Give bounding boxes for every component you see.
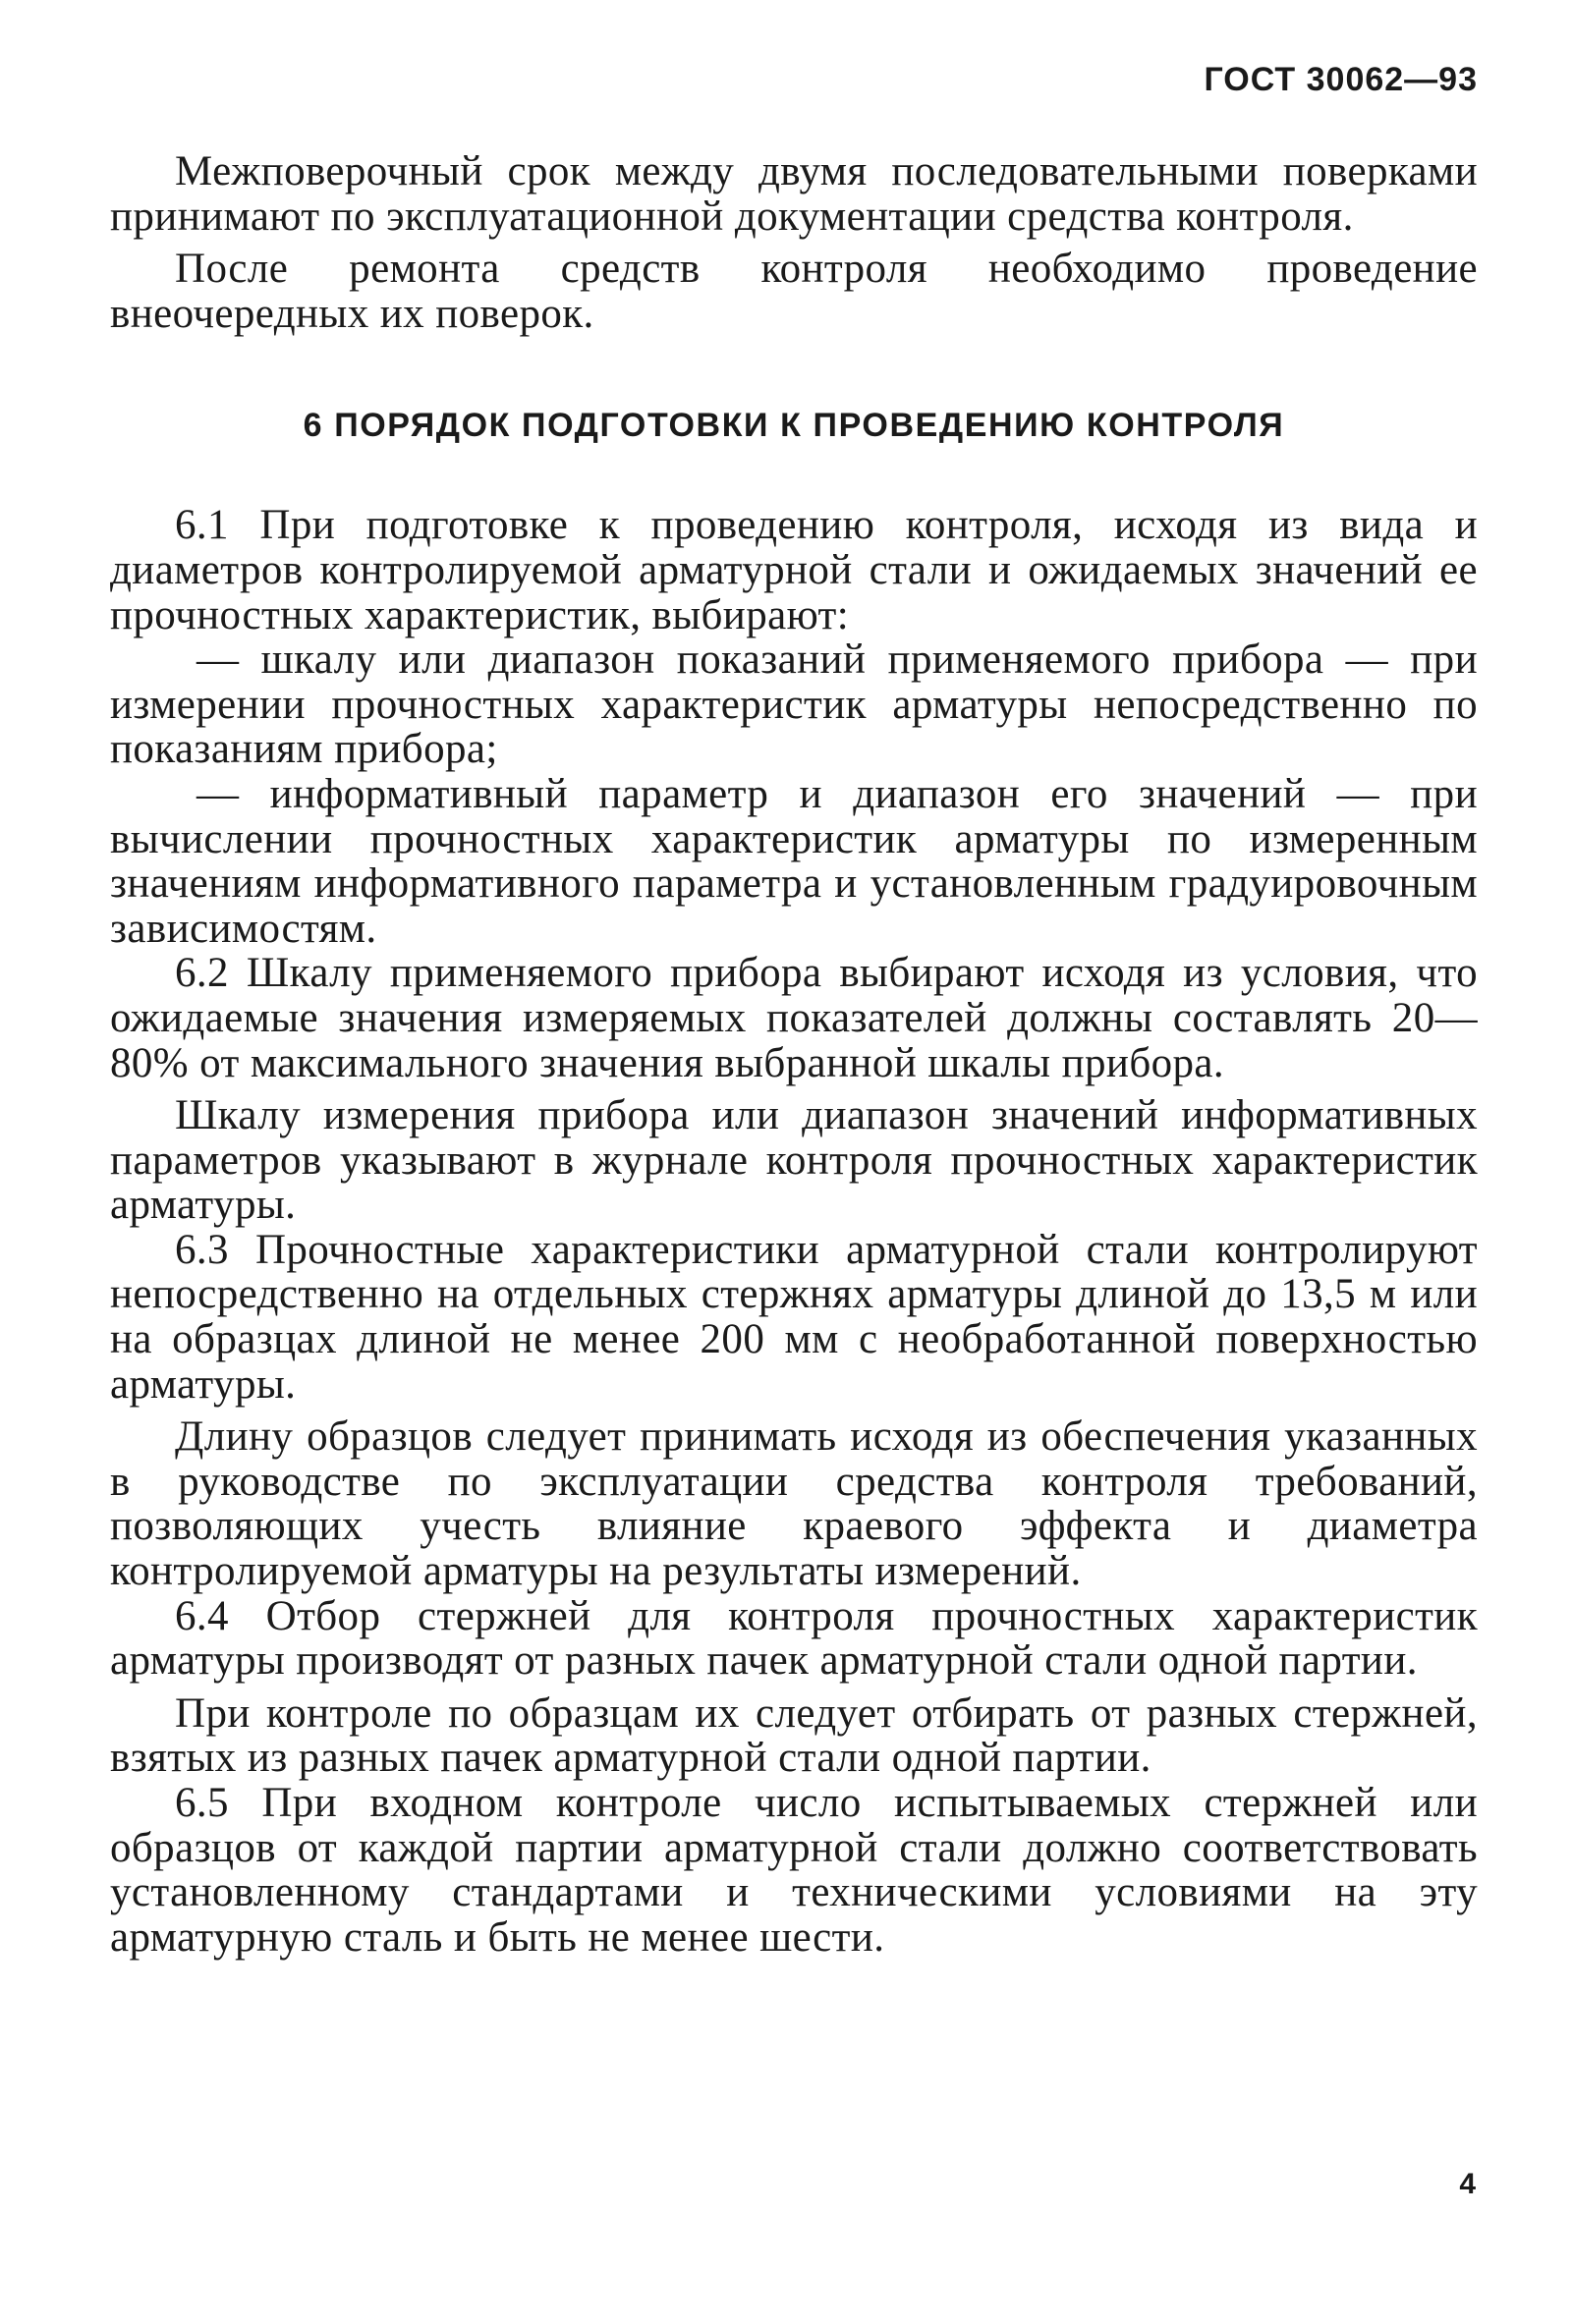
paragraph-intro-2: После ремонта средств контроля необходимо проведение внеочередных их поверок. (110, 246, 1478, 337)
paragraph-6-4: 6.4 Отбор стержней для контроля прочностных характеристик арматуры производят от разных пачек арматурной стали одной партии. (110, 1592, 1478, 1685)
paragraph-6-2: 6.2 Шкалу применяемого прибора выбирают исходя из условия, что ожидаемые значения измеряемых показателей должны составлять 20—80% от максимального значения выбранной шкалы прибора. (110, 950, 1478, 1086)
paragraph-6-3-note: Длину образцов следует принимать исходя из обеспечения указанных в руководстве по эксплуатации средства контроля требований, позволяющих учесть влияние краевого эффекта и диаметра контролируемой арматуры на результаты измерений. (110, 1413, 1478, 1595)
paragraph-6-1: 6.1 При подготовке к проведению контроля, исходя из вида и диаметров контролируемой арматурной стали и ожидаемых значений ее прочностных характеристик, выбирают: (110, 502, 1478, 638)
section-heading: 6 ПОРЯДОК ПОДГОТОВКИ К ПРОВЕДЕНИЮ КОНТРОЛЯ (303, 407, 1285, 445)
paragraph-6-1-dash-2: — информативный параметр и диапазон его значений — при вычислении прочностных характеристик арматуры по измеренным значениям информативного параметра и установленным градуировочным зависимостям. (110, 770, 1478, 952)
paragraph-6-1-dash-1: — шкалу или диапазон показаний применяемого прибора — при измерении прочностных характеристик арматуры непосредственно по показаниям прибора; (110, 636, 1478, 773)
paragraph-intro-1: Межповерочный срок между двумя последовательными поверками принимают по эксплуатационной документации средства контроля. (110, 148, 1478, 240)
running-head: ГОСТ 30062—93 (1204, 61, 1478, 98)
paragraph-6-2-note: Шкалу измерения прибора или диапазон значений информативных параметров указывают в журнале контроля прочностных характеристик арматуры. (110, 1092, 1478, 1229)
document-body (110, 149, 1478, 1960)
page-number: 4 (1459, 2168, 1476, 2200)
paragraph-6-3: 6.3 Прочностные характеристики арматурной стали контролируют непосредственно на отдельных стержнях арматуры длиной до 13,5 м или на образцах длиной не менее 200 мм с необработанной поверхностью арматуры. (110, 1226, 1478, 1408)
paragraph-6-4-note: При контроле по образцам их следует отбирать от разных стержней, взятых из разных пачек арматурной стали одной партии. (110, 1689, 1478, 1782)
paragraph-6-5: 6.5 При входном контроле число испытываемых стержней или образцов от каждой партии арматурной стали должно соответствовать установленному стандартами и техническими условиями на эту арматурную сталь и быть не менее шести. (110, 1780, 1478, 1961)
